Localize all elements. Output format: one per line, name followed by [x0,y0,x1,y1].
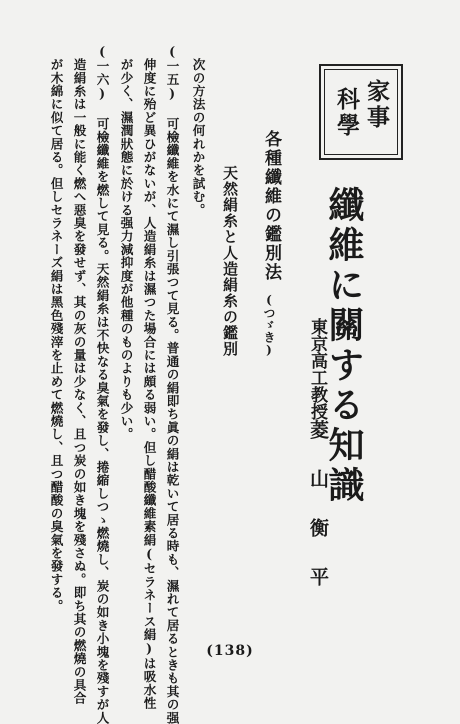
page-number: (138) [206,643,254,659]
continued-note: (つゞき) [262,293,276,357]
category-line-1: 家事 [363,79,390,131]
author-affiliation: 東京高工教授 [307,318,327,420]
category-box [319,64,403,160]
section-heading: 天然絹糸と人造絹糸の鑑別 [221,165,239,357]
body-line: が木綿に似て居る。但しセラネーズ絹は黑色殘滓を止めて燃燒し、且つ醋酸の臭氣を發する。 [48,58,64,613]
author-name: 菱山衡平 [307,420,329,616]
article-title: 纖維に關する知識 [323,186,365,506]
series-title: 各種纖維の鑑別法 [261,130,281,282]
body-line: 次の方法の何れかを試む。 [190,58,206,217]
category-line-2: 科學 [333,87,360,139]
body-line: 伸度に殆ど異ひがないが、人造絹糸は濕つた場合には頗る弱い。但し醋酸纖維素絹(セラネース絹)は吸水性 [141,58,157,710]
body-line: が少く、濕潤狀態に於ける强力減抑度が他種のものよりも少い。 [118,58,134,441]
body-line: (一六) 可檢纖維を燃して見る。天然絹糸は不快なる臭氣を發し、捲縮しつゝ燃燒し、炭の如き小塊を殘すが人 [94,44,110,724]
body-line: (一五) 可檢纖維を水にて濕し引張つて見る。普通の絹即ち眞の絹は乾いて居る時も、濕れて居るときも其の强 [164,44,180,724]
body-line: 造絹糸は一般に能く燃へ惡臭を發せず、其の灰の量は少なく、且つ炭の如き塊を殘さぬ。即ち其の燃燒の具合 [71,58,87,705]
